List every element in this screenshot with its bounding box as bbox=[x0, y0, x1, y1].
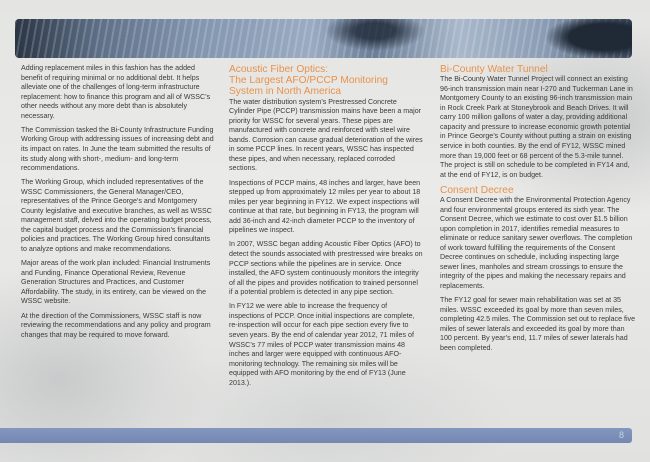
paragraph: Adding replacement miles in this fashion has the added benefit of requiring minimal or no additional debt. It helps alleviate one of the challenges of long-term infrastructure replacement: how to finance this program and all of WSSC’s other needs without any more debt than is absolutely necessary. bbox=[21, 64, 211, 120]
paragraph: A Consent Decree with the Environmental Protection Agency and four environmental groups entered its sixth year. The Consent Decree, which we estimate to cost over $1.5 billion upon completion in 2017, identifies remedial measures to eliminate or reduce sanitary sewer overflows. The completion of work toward fulfilling the requirements of the Consent Decree continues on schedule, including inspecting large sewer lines, manholes and stream crossings to ensure the integrity of the pipes and making the necessary repairs and replacements. bbox=[440, 196, 633, 290]
paragraph: The Bi-County Water Tunnel Project will connect an existing 96-inch transmission main near I-270 and Tuckerman Lane in Montgomery County to an existing 96-inch transmission main in Rock Creek Park at Stoneybrook and Beach Drives. It will carry 100 million gallons of water a day, providing additional capacity and pressure to increase economic growth potential in Prince George’s County without putting a strain on existing service in both counties. By the end of FY12, WSSC mined more than 19,000 feet or 68 percent of the 5.3-mile tunnel. The project is still on schedule to be completed in FY14 and, at the end of FY12, is on budget. bbox=[440, 75, 633, 179]
paragraph: Major areas of the work plan included: Financial Instruments and Funding, Finance Operational Review, Revenue Generation Structures and Practices, and Customer Affordability. The study, in its entirety, can be viewed on the WSSC website. bbox=[21, 259, 211, 306]
footer-bar bbox=[0, 428, 632, 443]
paragraph: Inspections of PCCP mains, 48 inches and larger, have been stepped up from approximately 12 miles per year to about 18 miles per year beginning in FY12. We expect inspections will continue at that rate, but beginning in FY13, the program will add 36-inch and 42-inch diameter PCCP to the inventory of pipelines we inspect. bbox=[229, 178, 421, 235]
heading-line: Acoustic Fiber Optics: bbox=[229, 64, 329, 75]
paragraph: The FY12 goal for sewer main rehabilitation was set at 35 miles. WSSC exceeded its goal by more than seven miles, completing 42.5 miles. The Commission set out to replace five miles of sewer laterals and exceeded its goal by more than 100 percent. By year’s end, 11.7 miles of sewer laterals had been completed. bbox=[440, 296, 636, 352]
paragraph: The Working Group, which included representatives of the WSSC Commissioners, the General Manager/CEO, representatives of the Prince George’s and Montgomery County legislative and executive branches, as well as WSSC management staff, delved into the operating budget process, the capital budget process and the Commission’s financial policies and practices. The Working Group hired consultants to analyze options and make recommendations. bbox=[21, 178, 212, 254]
column-right bbox=[440, 64, 636, 358]
section-heading-consent-decree: Consent Decree bbox=[440, 184, 514, 196]
paragraph: In 2007, WSSC began adding Acoustic Fiber Optics (AFO) to detect the sounds associated with prestressed wire breaks on PCCP sections while the pipelines are in service. Once installed, the AFO system continuously monitors the integrity of all the pipes and provides notification to trained personnel if a potential problem is detected in any pipe section. bbox=[229, 240, 423, 297]
column-left bbox=[21, 64, 217, 345]
paragraph: The water distribution system’s Prestressed Concrete Cylinder Pipe (PCCP) transmission mains have been a major priority for WSSC for several years. These pipes are manufactured with concrete and reinforced with steel wire bands. Corrosion can cause gradual deterioration of the wires in some PCCP lines. In recent years, WSSC has inspected these pipes, and when necessary, replaced corroded sections. bbox=[229, 97, 423, 173]
heading-line: The Largest AFO/PCCP Monitoring bbox=[229, 75, 388, 87]
section-heading-afo bbox=[229, 64, 423, 98]
column-middle bbox=[229, 64, 423, 393]
paragraph: The Commission tasked the Bi-County Infrastructure Funding Working Group with addressing issues of increasing debt and its impact on rates. In June the team submitted the results of its study along with short-, medium- and long-term recommendations. bbox=[21, 125, 214, 173]
page-number: 8 bbox=[618, 430, 624, 440]
header-banner-image bbox=[15, 19, 632, 58]
paragraph: At the direction of the Commissioners, WSSC staff is now reviewing the recommendations and any policy and program changes that may be required to move forward. bbox=[21, 311, 211, 339]
section-heading-water-tunnel: Bi-County Water Tunnel bbox=[440, 64, 548, 75]
heading-line: System in North America bbox=[229, 86, 342, 98]
paragraph: In FY12 we were able to increase the frequency of inspections of PCCP. Once initial inspections are complete, re-inspection will occur for each pipe section every five to seven years. By the end of calendar year 2012, 71 miles of WSSC’s 77 miles of PCCP water transmission mains 48 inches and larger were equipped with continuous AFO-monitoring technology. The remaining six miles will be equipped with AFO monitoring by the end of FY13 (June 2013.). bbox=[229, 302, 415, 387]
